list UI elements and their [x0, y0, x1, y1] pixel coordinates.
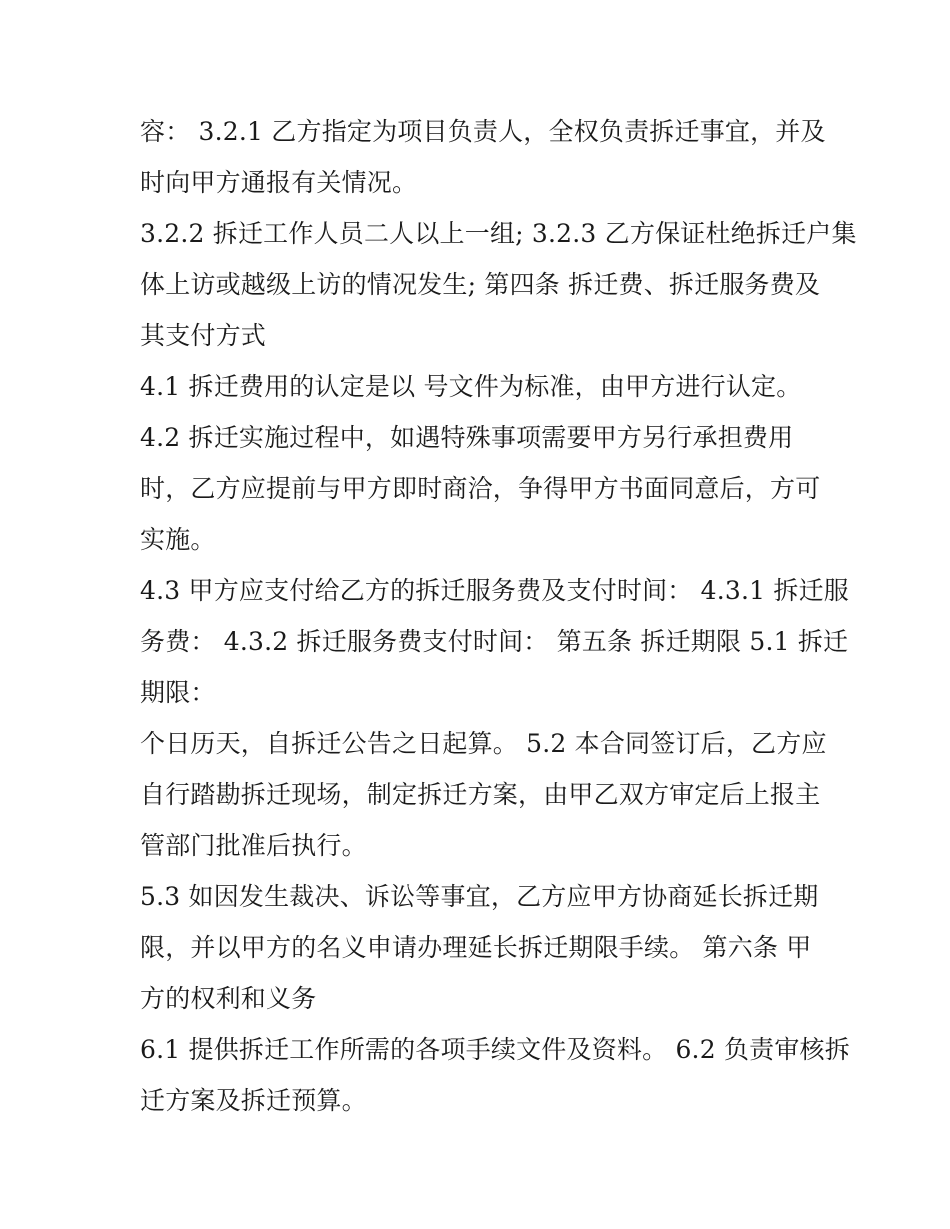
text-line: 务费： 4.3.2 拆迁服务费支付时间： 第五条 拆迁期限 5.1 拆迁 — [140, 627, 849, 656]
text-line: 容： 3.2.1 乙方指定为项目负责人，全权负责拆迁事宜，并及 — [140, 117, 826, 146]
text-line: 迁方案及拆迁预算。 — [140, 1086, 367, 1115]
text-line: 4.2 拆迁实施过程中，如遇特殊事项需要甲方另行承担费用 — [140, 423, 794, 452]
text-line: 实施。 — [140, 525, 216, 554]
text-line: 4.3 甲方应支付给乙方的拆迁服务费及支付时间： 4.3.1 拆迁服 — [140, 576, 850, 605]
text-line: 自行踏勘拆迁现场，制定拆迁方案，由甲乙双方审定后上报主 — [140, 780, 821, 809]
text-line: 6.1 提供拆迁工作所需的各项手续文件及资料。 6.2 负责审核拆 — [140, 1035, 850, 1064]
text-line: 方的权利和义务 — [140, 984, 317, 1013]
text-line: 4.1 拆迁费用的认定是以 号文件为标准，由甲方进行认定。 — [140, 372, 802, 401]
text-line: 管部门批准后执行。 — [140, 831, 367, 860]
text-line: 时，乙方应提前与甲方即时商洽，争得甲方书面同意后，方可 — [140, 474, 821, 503]
text-line: 个日历天，自拆迁公告之日起算。 5.2 本合同签订后，乙方应 — [140, 729, 827, 758]
text-line: 5.3 如因发生裁决、诉讼等事宜，乙方应甲方协商延长拆迁期 — [140, 882, 819, 911]
text-line: 体上访或越级上访的情况发生; 第四条 拆迁费、拆迁服务费及 — [140, 270, 821, 299]
text-line: 限，并以甲方的名义申请办理延长拆迁期限手续。 第六条 甲 — [140, 933, 812, 962]
text-line: 3.2.2 拆迁工作人员二人以上一组; 3.2.3 乙方保证杜绝拆迁户集 — [140, 219, 857, 248]
text-line: 期限： — [140, 678, 216, 707]
text-line: 时向甲方通报有关情况。 — [140, 168, 418, 197]
document-body — [140, 106, 857, 1126]
text-line: 其支付方式 — [140, 321, 267, 350]
